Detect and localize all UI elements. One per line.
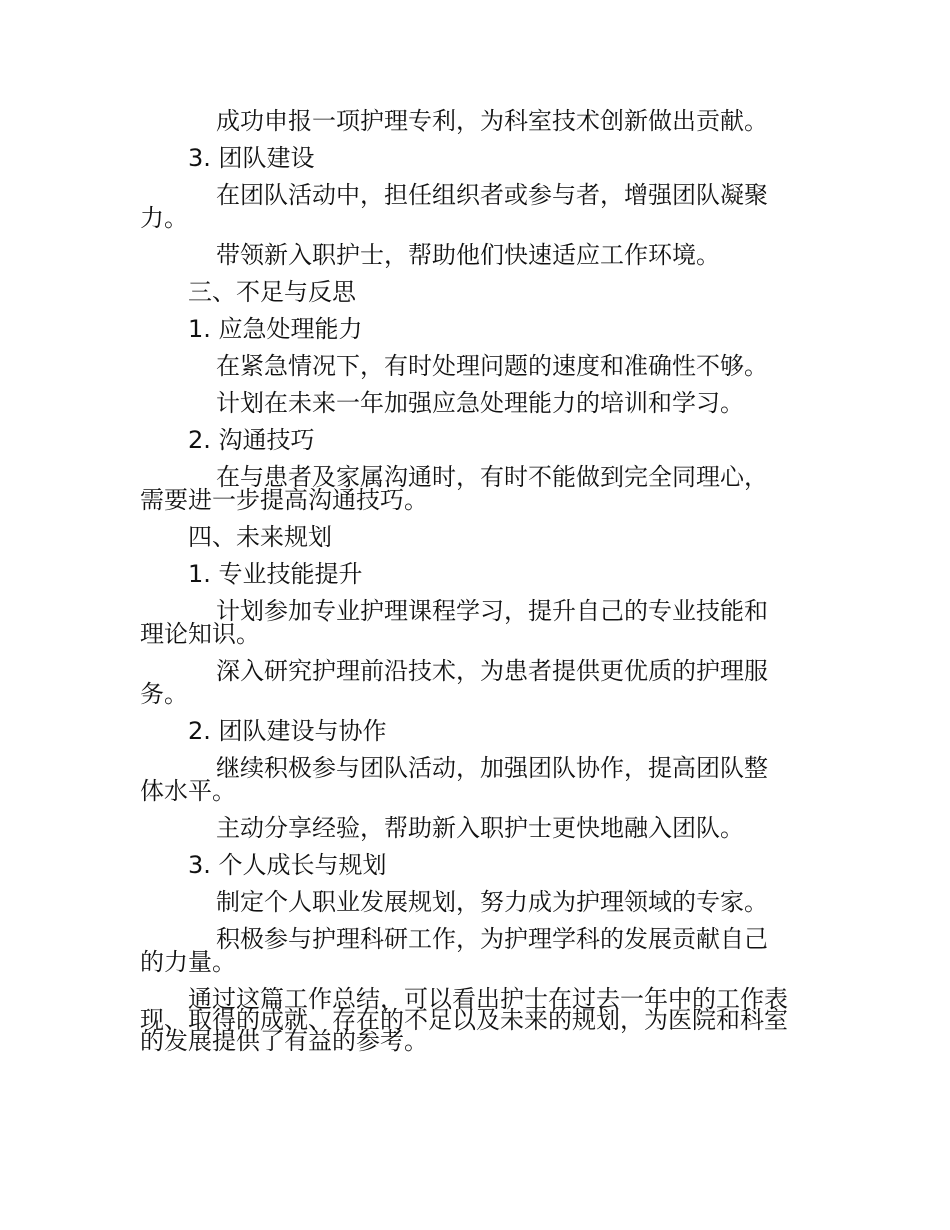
summary-line: 通过这篇工作总结，可以看出护士在过去一年中的工作表 — [188, 985, 788, 1013]
text-line: 计划参加专业护理课程学习，提升自己的专业技能和 — [216, 597, 768, 625]
text-line: 主动分享经验，帮助新入职护士更快地融入团队。 — [216, 814, 744, 842]
summary-line: 现、取得的成就、存在的不足以及未来的规划，为医院和科室 — [140, 1006, 788, 1034]
text-line: 体水平。 — [140, 777, 236, 805]
section-heading-future-plan: 四、未来规划 — [188, 523, 332, 551]
summary-line: 的发展提供了有益的参考。 — [140, 1027, 428, 1055]
text-line: 在团队活动中，担任组织者或参与者，增强团队凝聚 — [216, 181, 768, 209]
subheading-skills: 1. 专业技能提升 — [188, 560, 363, 588]
text-line: 理论知识。 — [140, 620, 260, 648]
text-line: 积极参与护理科研工作，为护理学科的发展贡献自己 — [216, 925, 768, 953]
text-line: 力。 — [140, 204, 188, 232]
text-line: 在紧急情况下，有时处理问题的速度和准确性不够。 — [216, 352, 768, 380]
text-line: 制定个人职业发展规划，努力成为护理领域的专家。 — [216, 888, 768, 916]
subheading-emergency: 1. 应急处理能力 — [188, 315, 363, 343]
text-line: 务。 — [140, 680, 188, 708]
subheading-communication: 2. 沟通技巧 — [188, 426, 315, 454]
subheading-collaboration: 2. 团队建设与协作 — [188, 717, 387, 745]
text-line: 的力量。 — [140, 948, 236, 976]
text-line: 继续积极参与团队活动，加强团队协作，提高团队整 — [216, 754, 768, 782]
subheading-team-building: 3. 团队建设 — [188, 144, 315, 172]
text-line: 在与患者及家属沟通时，有时不能做到完全同理心， — [216, 463, 768, 491]
text-line: 需要进一步提高沟通技巧。 — [140, 486, 428, 514]
text-line: 成功申报一项护理专利，为科室技术创新做出贡献。 — [216, 107, 768, 135]
text-line: 计划在未来一年加强应急处理能力的培训和学习。 — [216, 389, 744, 417]
section-heading-shortcomings: 三、不足与反思 — [188, 278, 356, 306]
subheading-personal-growth: 3. 个人成长与规划 — [188, 851, 387, 879]
text-line: 带领新入职护士，帮助他们快速适应工作环境。 — [216, 241, 720, 269]
text-line: 深入研究护理前沿技术，为患者提供更优质的护理服 — [216, 657, 768, 685]
